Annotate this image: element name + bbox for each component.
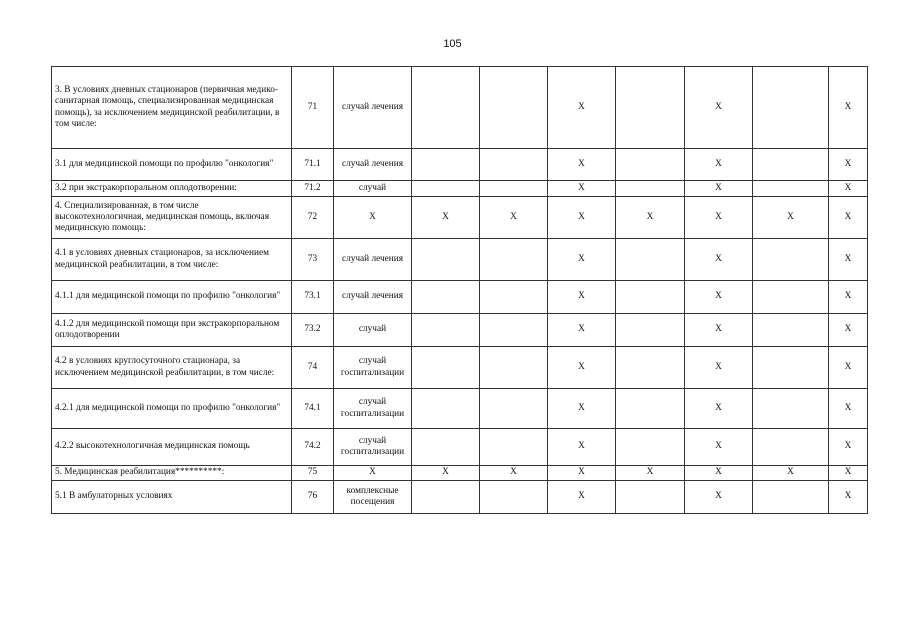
row-code-cell: 71 [292, 67, 334, 149]
value-cell [480, 281, 548, 314]
row-unit-cell: случай госпитализации [334, 347, 412, 389]
value-cell: X [829, 389, 868, 429]
value-cell [412, 481, 480, 514]
value-cell [753, 181, 829, 197]
table-row [52, 389, 868, 429]
value-cell [753, 429, 829, 466]
row-unit-cell: случай [334, 181, 412, 197]
value-cell [412, 149, 480, 181]
value-cell: X [753, 197, 829, 239]
value-cell: X [685, 466, 753, 481]
row-label-cell: 3. В условиях дневных стационаров (первичная медико-санитарная помощь, специализированная медицинская помощь), за исключением медицинской реабилитации, в том числе: [52, 67, 292, 149]
row-unit-cell: случай лечения [334, 67, 412, 149]
value-cell [412, 239, 480, 281]
row-label-cell: 4.2.1 для медицинской помощи по профилю "онкология" [52, 389, 292, 429]
value-cell: X [829, 429, 868, 466]
value-cell: X [685, 314, 753, 347]
row-label-cell: 4.1 в условиях дневных стационаров, за исключением медицинской реабилитации, в том числе: [52, 239, 292, 281]
value-cell [616, 181, 685, 197]
row-unit-cell: случай лечения [334, 281, 412, 314]
row-code-cell: 74.2 [292, 429, 334, 466]
value-cell: X [685, 67, 753, 149]
table-row [52, 181, 868, 197]
value-cell [753, 149, 829, 181]
value-cell: X [685, 181, 753, 197]
value-cell: X [616, 466, 685, 481]
value-cell [753, 281, 829, 314]
row-code-cell: 73 [292, 239, 334, 281]
value-cell [616, 429, 685, 466]
value-cell: X [829, 239, 868, 281]
row-unit-cell: комплексные посещения [334, 481, 412, 514]
value-cell: X [829, 281, 868, 314]
value-cell: X [480, 197, 548, 239]
row-code-cell: 71.2 [292, 181, 334, 197]
value-cell: X [548, 197, 616, 239]
row-code-cell: 73.1 [292, 281, 334, 314]
table-row [52, 239, 868, 281]
value-cell: X [829, 67, 868, 149]
value-cell [480, 149, 548, 181]
value-cell: X [829, 149, 868, 181]
value-cell: X [685, 149, 753, 181]
value-cell: X [829, 181, 868, 197]
value-cell [616, 239, 685, 281]
value-cell [616, 281, 685, 314]
value-cell: X [685, 197, 753, 239]
value-cell [753, 314, 829, 347]
row-unit-cell: случай лечения [334, 149, 412, 181]
value-cell: X [548, 281, 616, 314]
value-cell [753, 347, 829, 389]
table-row [52, 347, 868, 389]
value-cell [412, 67, 480, 149]
value-cell [412, 429, 480, 466]
value-cell [616, 481, 685, 514]
table-row [52, 149, 868, 181]
table-row [52, 466, 868, 481]
value-cell: X [412, 466, 480, 481]
value-cell: X [685, 481, 753, 514]
value-cell: X [548, 389, 616, 429]
value-cell [616, 347, 685, 389]
table-row [52, 429, 868, 466]
row-unit-cell: случай госпитализации [334, 389, 412, 429]
value-cell [412, 281, 480, 314]
row-unit-cell: случай лечения [334, 239, 412, 281]
value-cell [412, 389, 480, 429]
value-cell [480, 314, 548, 347]
row-label-cell: 4. Специализированная, в том числе высокотехнологичная, медицинская помощь, включая медицинскую помощь: [52, 197, 292, 239]
value-cell: X [829, 347, 868, 389]
value-cell [753, 67, 829, 149]
value-cell [616, 149, 685, 181]
value-cell [616, 389, 685, 429]
row-label-cell: 5.1 В амбулаторных условиях [52, 481, 292, 514]
value-cell [616, 67, 685, 149]
value-cell [616, 314, 685, 347]
row-label-cell: 3.1 для медицинской помощи по профилю "онкология" [52, 149, 292, 181]
value-cell: X [548, 429, 616, 466]
row-unit-cell: X [334, 466, 412, 481]
value-cell [753, 389, 829, 429]
value-cell [412, 347, 480, 389]
row-code-cell: 71.1 [292, 149, 334, 181]
value-cell: X [753, 466, 829, 481]
value-cell: X [829, 466, 868, 481]
value-cell: X [548, 67, 616, 149]
data-table [51, 66, 868, 514]
row-label-cell: 4.2 в условиях круглосуточного стационара, за исключением медицинской реабилитации, в том числе: [52, 347, 292, 389]
value-cell [480, 239, 548, 281]
page-number: 105 [443, 38, 462, 50]
row-label-cell: 5. Медицинская реабилитация**********: [52, 466, 292, 481]
value-cell [412, 314, 480, 347]
table-row [52, 197, 868, 239]
value-cell: X [548, 314, 616, 347]
value-cell [480, 481, 548, 514]
row-label-cell: 4.1.2 для медицинской помощи при экстракорпоральном оплодотворении [52, 314, 292, 347]
value-cell [412, 181, 480, 197]
value-cell: X [548, 466, 616, 481]
row-label-cell: 4.1.1 для медицинской помощи по профилю "онкология" [52, 281, 292, 314]
value-cell: X [480, 466, 548, 481]
value-cell: X [548, 149, 616, 181]
row-label-cell: 4.2.2 высокотехнологичная медицинская помощь [52, 429, 292, 466]
value-cell: X [548, 181, 616, 197]
value-cell: X [685, 429, 753, 466]
value-cell: X [829, 481, 868, 514]
value-cell: X [685, 239, 753, 281]
value-cell: X [548, 239, 616, 281]
value-cell: X [548, 347, 616, 389]
value-cell: X [829, 197, 868, 239]
value-cell: X [829, 314, 868, 347]
value-cell: X [685, 281, 753, 314]
value-cell [480, 67, 548, 149]
value-cell: X [685, 389, 753, 429]
value-cell: X [412, 197, 480, 239]
table-row [52, 281, 868, 314]
value-cell: X [548, 481, 616, 514]
row-code-cell: 72 [292, 197, 334, 239]
value-cell: X [616, 197, 685, 239]
table-row [52, 314, 868, 347]
row-code-cell: 74 [292, 347, 334, 389]
row-label-cell: 3.2 при экстракорпоральном оплодотворении: [52, 181, 292, 197]
table-row [52, 67, 868, 149]
row-unit-cell: случай госпитализации [334, 429, 412, 466]
row-code-cell: 76 [292, 481, 334, 514]
value-cell [480, 389, 548, 429]
row-unit-cell: случай [334, 314, 412, 347]
value-cell: X [685, 347, 753, 389]
value-cell [480, 181, 548, 197]
row-code-cell: 73.2 [292, 314, 334, 347]
table-row [52, 481, 868, 514]
row-unit-cell: X [334, 197, 412, 239]
row-code-cell: 74.1 [292, 389, 334, 429]
value-cell [480, 347, 548, 389]
value-cell [753, 481, 829, 514]
table-body [52, 67, 868, 514]
value-cell [753, 239, 829, 281]
row-code-cell: 75 [292, 466, 334, 481]
value-cell [480, 429, 548, 466]
